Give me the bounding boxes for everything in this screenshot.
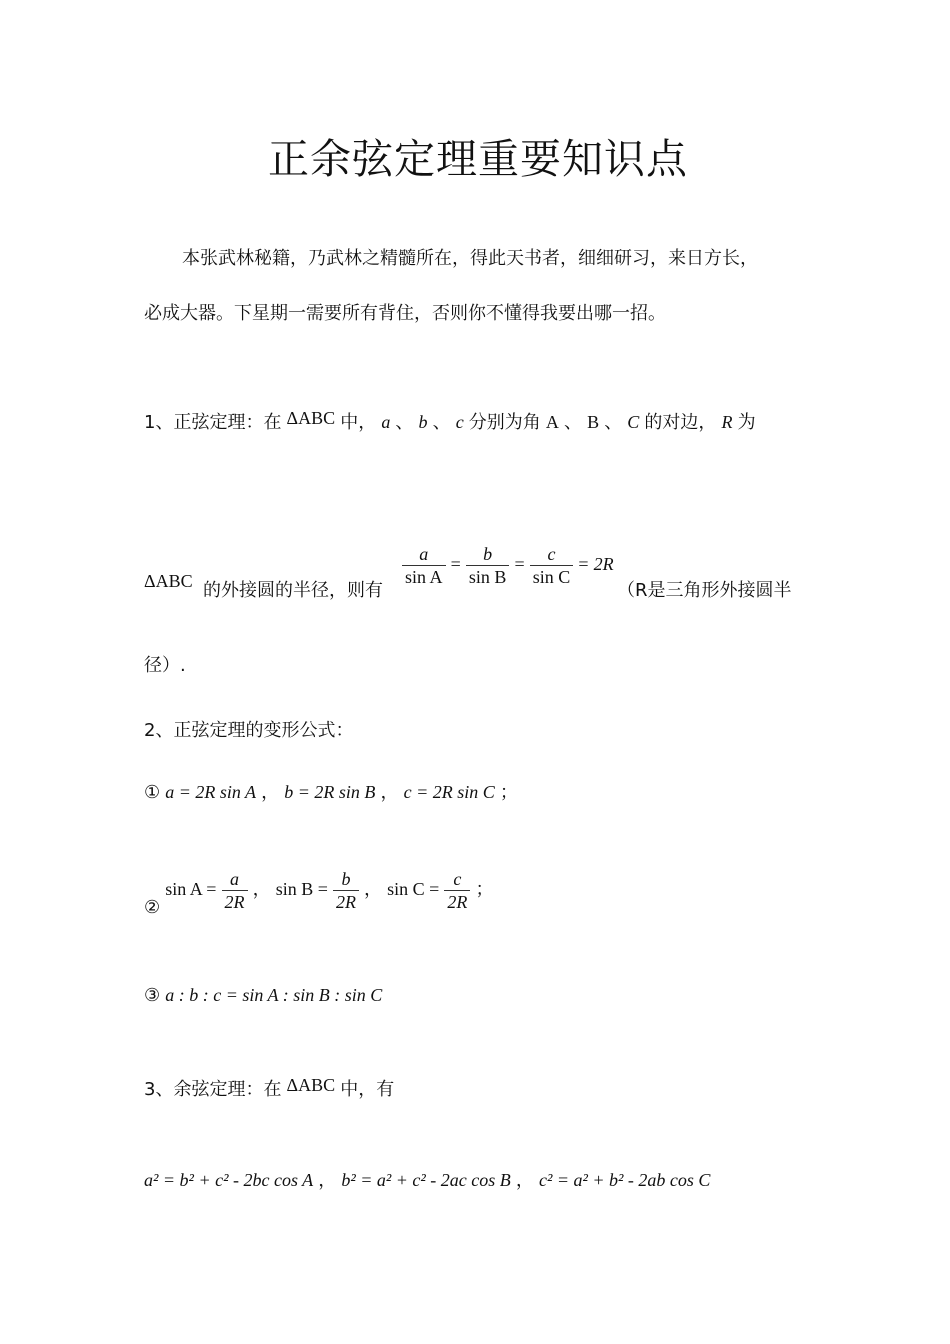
var-c: c (455, 412, 464, 432)
formula-lhs: sin A = (165, 879, 217, 899)
triangle-label: ΔABC (144, 571, 193, 591)
separator: 、 (395, 412, 414, 433)
circled-number-2: ② (144, 897, 161, 918)
denominator: 2R (444, 890, 470, 913)
numerator: a (230, 869, 239, 889)
section3-suffix: 中，有 (340, 1079, 395, 1100)
radius-note-end: 径）. (144, 655, 186, 676)
formula-rhs: 2R (593, 554, 614, 574)
cosine-formula-c: c² = a² + b² - 2ab cos C (538, 1170, 711, 1190)
section1-prefix: 1、正弦定理：在 (144, 412, 282, 433)
fraction (333, 868, 359, 913)
formula: a = 2R sin A (165, 782, 257, 802)
comma: ， (318, 1170, 337, 1191)
cosine-formula-b: b² = a² + c² - 2ac cos B (341, 1170, 511, 1190)
circled-number-1: ① (144, 782, 161, 803)
text-fragment: 中， (340, 412, 377, 433)
text-fragment: 的对边， (644, 412, 717, 433)
ratio-formula: a : b : c = sin A : sin B : sin C (165, 985, 383, 1005)
section3-heading (144, 1075, 394, 1101)
text-fragment: 为 (737, 412, 756, 433)
denominator: 2R (333, 890, 359, 913)
equals-sign: = (578, 554, 589, 574)
denominator: 2R (222, 890, 248, 913)
fraction (444, 868, 470, 913)
variant-formula-3 (144, 985, 382, 1006)
comma: ， (515, 1170, 534, 1191)
numerator: c (453, 869, 462, 889)
intro-line-1: 本张武林秘籍，乃武林之精髓所在，得此天书者，细细研习，来日方长， (182, 248, 758, 269)
comma: ， (364, 879, 383, 900)
var-R: R (721, 412, 733, 432)
section1-line1 (144, 408, 756, 434)
variant-formula-1 (144, 778, 518, 804)
fraction (466, 543, 510, 588)
separator: 、 (604, 412, 623, 433)
formula-lhs: sin B = (275, 879, 328, 899)
comma: ， (261, 782, 280, 803)
var-a: a (381, 412, 391, 432)
section3-prefix: 3、余弦定理：在 (144, 1079, 282, 1100)
angle-A: A (545, 412, 559, 432)
cosine-formula-a: a² = b² + c² - 2bc cos A (144, 1170, 314, 1190)
denominator: sin B (466, 565, 510, 588)
separator: 、 (432, 412, 451, 433)
text-fragment: 分别为角 (468, 412, 541, 433)
section1-line2-text: 的外接圆的半径，则有 (203, 580, 383, 601)
formula: b = 2R sin B (284, 782, 376, 802)
fraction (402, 543, 446, 588)
formula-lhs: sin C = (387, 879, 440, 899)
comma: ， (252, 879, 271, 900)
fraction (530, 543, 574, 588)
numerator: b (341, 869, 351, 889)
fraction (222, 868, 248, 913)
angle-C: C (627, 412, 640, 432)
equals-sign: = (514, 554, 525, 574)
page-title: 正余弦定理重要知识点 (268, 135, 688, 183)
numerator: b (483, 544, 493, 564)
denominator: sin A (402, 565, 446, 588)
law-of-cosines-formulas (144, 1166, 710, 1192)
circled-number-3: ③ (144, 985, 161, 1006)
semicolon: ； (499, 782, 518, 803)
section2-heading: 2、正弦定理的变形公式： (144, 720, 354, 741)
denominator: sin C (530, 565, 574, 588)
variant-formula-2 (144, 868, 494, 918)
formula: c = 2R sin C (403, 782, 495, 802)
triangle-label: ΔABC (286, 408, 336, 428)
triangle-label: ΔABC (286, 1075, 336, 1095)
law-of-sines-formula (402, 543, 614, 588)
var-b: b (418, 412, 428, 432)
radius-note: （R是三角形外接圆半 (617, 580, 792, 601)
intro-line-2: 必成大器。下星期一需要所有背住，否则你不懂得我要出哪一招。 (144, 303, 666, 324)
angle-B: B (587, 412, 600, 432)
equals-sign: = (450, 554, 461, 574)
numerator: a (419, 544, 429, 564)
semicolon: ； (475, 879, 494, 900)
separator: 、 (563, 412, 582, 433)
comma: ， (380, 782, 399, 803)
numerator: c (547, 544, 556, 564)
